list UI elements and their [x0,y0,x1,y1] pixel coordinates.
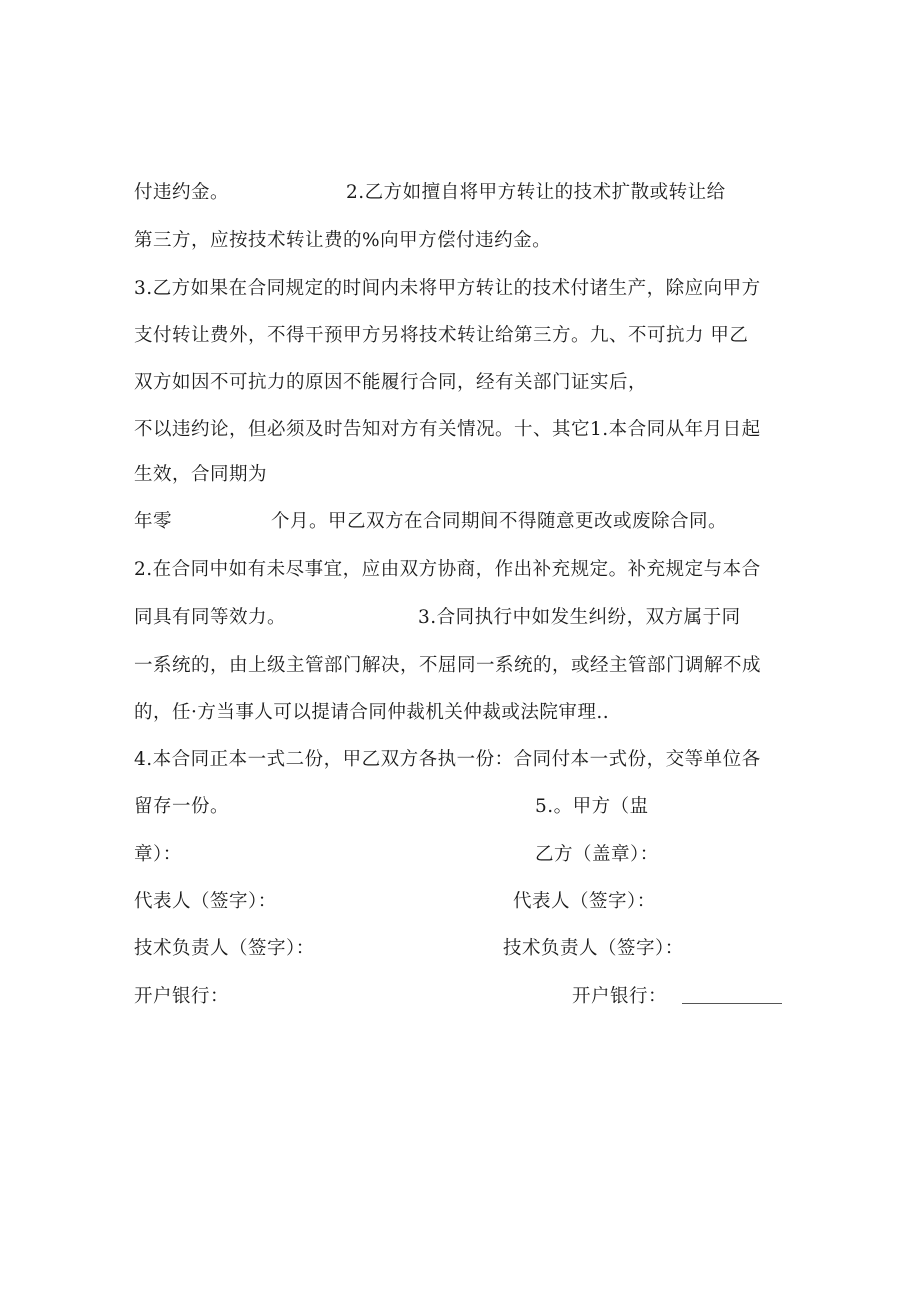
text-line: 同具有同等效力。 [134,607,287,628]
signature-label: 开户银行： [134,986,230,1007]
text-line: 不以违约论，但必须及时告知对方有关情况。十、其它1.本合同从年月日起 [134,419,761,440]
text-line: 留存一份。 [134,796,230,817]
text-line: 5.。甲方（盅 [535,796,649,817]
text-line: 3.乙方如果在合同规定的时间内未将甲方转让的技术付诸生产，除应向甲方 [134,278,761,299]
text-line: 4.本合同正本一式二份，甲乙双方各执一份：合同付本一式份，交等单位各 [134,749,761,770]
signature-label: 代表人（签字）： [134,891,277,912]
signature-label: 技术负责人（签字）： [503,938,684,959]
signature-label: 代表人（签字）： [513,891,656,912]
signature-label: 开户银行： [572,986,668,1007]
text-line: 个月。甲乙双方在合同期间不得随意更改或废除合同。 [271,511,728,532]
text-line: 第三方，应按技术转让费的%向甲方偿付违约金。 [134,230,552,251]
signature-label: 章）： [134,844,182,865]
text-line: 双方如因不可抗力的原因不能履行合同，经有关部门证实后， [134,372,648,393]
text-line: 一系统的，由上级主管部门解决，不屈同一系统的，或经主管部门调解不成 [134,655,762,676]
text-line: 2.在合同中如有未尽事宜，应由双方协商，作出补充规定。补充规定与本合 [134,559,761,580]
signature-label: 乙方（盖章）： [535,844,659,865]
fill-in-blank [682,1003,782,1004]
signature-label: 技术负责人（签字）： [134,938,315,959]
text-line: 付违约金。 [134,182,230,203]
text-line: 支付转让费外，不得干预甲方另将技术转让给第三方。九、不可抗力 甲乙 [134,325,749,346]
text-line: 2.乙方如擅自将甲方转让的技术扩散或转让给 [346,182,726,203]
text-line: 生效，合同期为 [134,464,268,485]
text-line: 3.合同执行中如发生纠纷，双方属于同 [418,607,741,628]
text-line: 年零 [134,511,173,532]
text-line: 的，任·方当事人可以提请合同仲裁机关仲裁或法院审理.. [134,702,610,723]
